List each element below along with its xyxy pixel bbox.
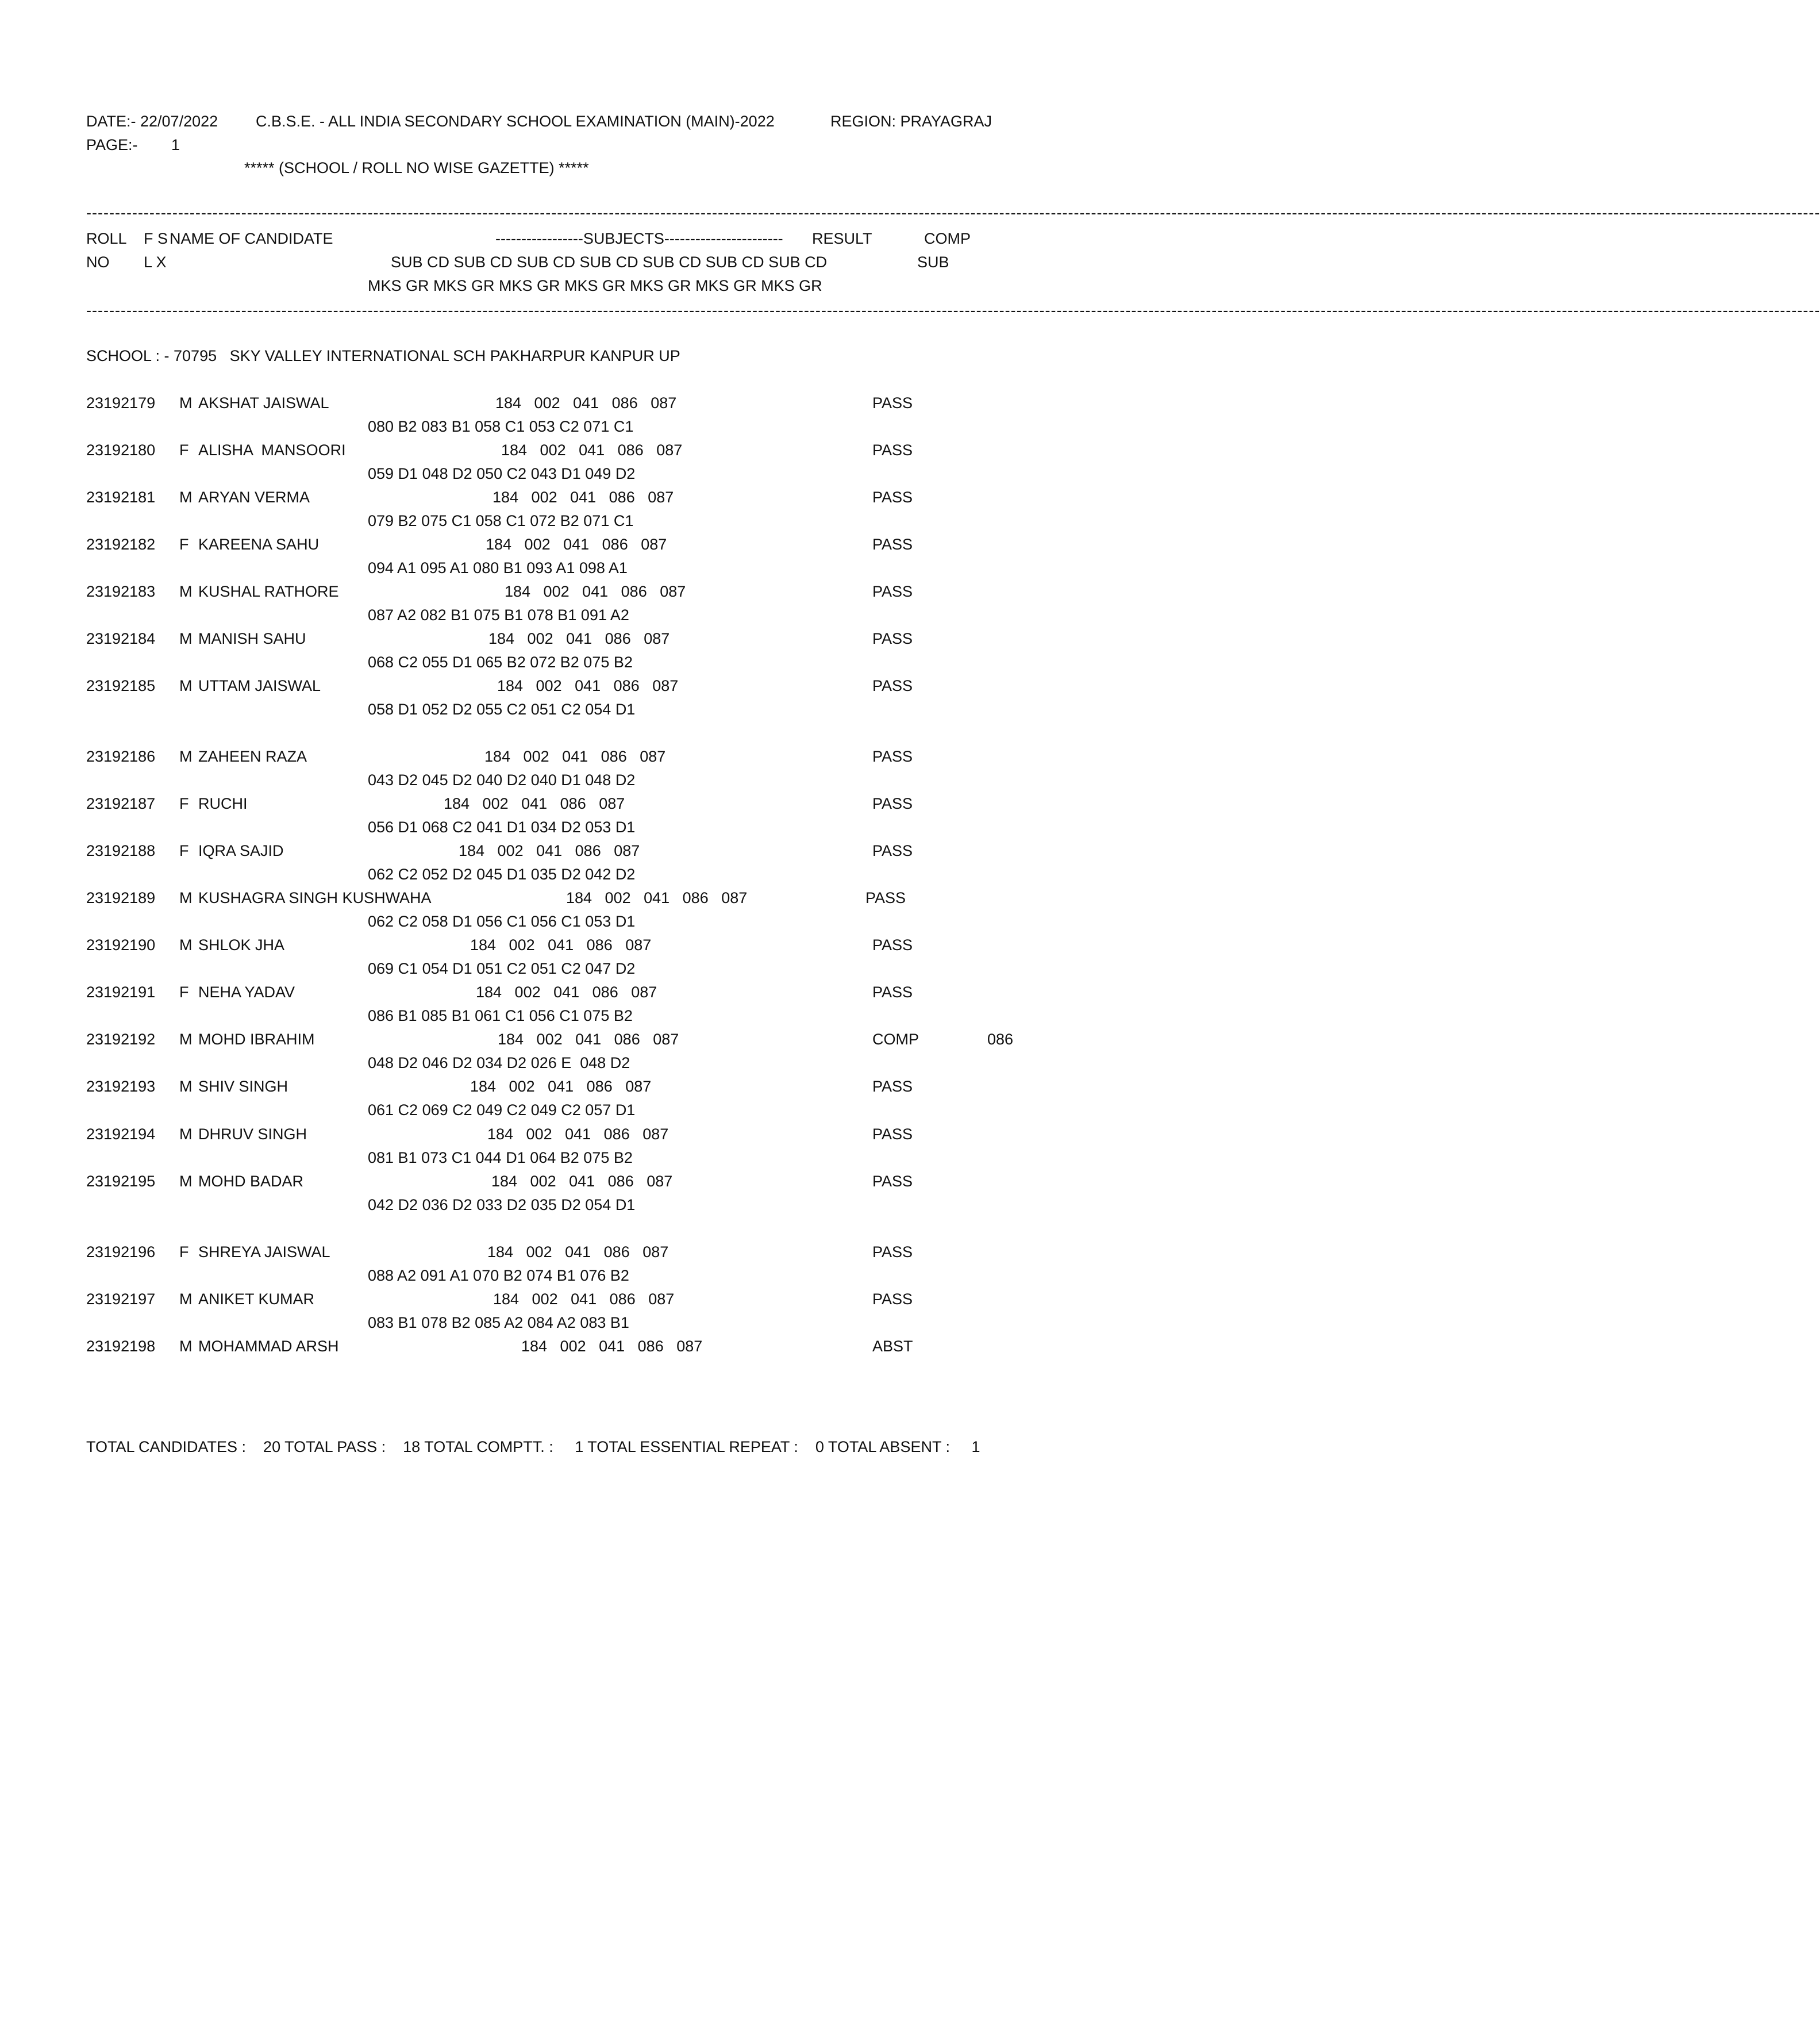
totals-summary: TOTAL CANDIDATES : 20 TOTAL PASS : 18 TOTAL COMPTT. : 1 TOTAL ESSENTIAL REPEAT : 0 TOTAL ABSENT : 1 <box>86 1438 980 1455</box>
candidate-name: ZAHEEN RAZA <box>198 748 307 765</box>
marks-grades: 062 C2 058 D1 056 C1 056 C1 053 D1 <box>368 913 636 930</box>
candidate-name: RUCHI <box>198 795 248 812</box>
roll-number: 23192192 <box>86 1031 156 1048</box>
result: ABST <box>872 1338 913 1355</box>
rule-top: -------------------------------------------------------------------------------------------------------------------------------------------------------------------------------------------------------------------------------------------------------------------------------------------------------------- <box>86 204 1820 221</box>
subject-codes: 184 002 041 086 087 <box>470 1078 652 1095</box>
candidate-name: MANISH SAHU <box>198 630 306 647</box>
roll-number: 23192198 <box>86 1338 156 1355</box>
marks-grades: 062 C2 052 D2 045 D1 035 D2 042 D2 <box>368 866 636 883</box>
candidate-name: ALISHA MANSOORI <box>198 441 346 459</box>
roll-number: 23192182 <box>86 536 156 553</box>
roll-number: 23192179 <box>86 394 156 412</box>
marks-grades: 058 D1 052 D2 055 C2 051 C2 054 D1 <box>368 701 636 718</box>
subject-codes: 184 002 041 086 087 <box>470 936 652 954</box>
subject-codes: 184 002 041 086 087 <box>484 748 666 765</box>
candidate-name: ANIKET KUMAR <box>198 1290 315 1308</box>
subject-codes: 184 002 041 086 087 <box>505 583 686 600</box>
result: PASS <box>872 489 913 506</box>
result: PASS <box>872 441 913 459</box>
subject-codes: 184 002 041 086 087 <box>491 1173 673 1190</box>
candidate-name: SHIV SINGH <box>198 1078 288 1095</box>
gender: M <box>179 1290 193 1308</box>
marks-grades: 069 C1 054 D1 051 C2 051 C2 047 D2 <box>368 960 636 977</box>
gender: F <box>179 1243 189 1261</box>
result: PASS <box>872 842 913 859</box>
gender: M <box>179 677 193 694</box>
gender: M <box>179 748 193 765</box>
gender: M <box>179 889 193 906</box>
col-sub: SUB <box>917 253 949 271</box>
roll-number: 23192196 <box>86 1243 156 1261</box>
roll-number: 23192193 <box>86 1078 156 1095</box>
gender: M <box>179 489 193 506</box>
roll-number: 23192185 <box>86 677 156 694</box>
candidate-name: KUSHAGRA SINGH KUSHWAHA <box>198 889 432 906</box>
result: PASS <box>872 583 913 600</box>
subject-codes: 184 002 041 086 087 <box>498 1031 679 1048</box>
page-number: 1 <box>171 136 180 153</box>
marks-grades: 094 A1 095 A1 080 B1 093 A1 098 A1 <box>368 559 628 577</box>
candidate-name: KUSHAL RATHORE <box>198 583 339 600</box>
roll-number: 23192195 <box>86 1173 156 1190</box>
candidate-name: AKSHAT JAISWAL <box>198 394 329 412</box>
col-subjects: -----------------SUBJECTS----------------------- <box>495 230 783 247</box>
result: PASS <box>872 536 913 553</box>
candidate-name: NEHA YADAV <box>198 983 295 1001</box>
gazette-title: ***** (SCHOOL / ROLL NO WISE GAZETTE) ***** <box>244 159 589 176</box>
candidate-name: UTTAM JAISWAL <box>198 677 321 694</box>
roll-number: 23192187 <box>86 795 156 812</box>
roll-number: 23192188 <box>86 842 156 859</box>
subject-codes: 184 002 041 086 087 <box>459 842 640 859</box>
col-sub-cd: SUB CD SUB CD SUB CD SUB CD SUB CD SUB CD SUB CD <box>391 253 828 271</box>
marks-grades: 048 D2 046 D2 034 D2 026 E 048 D2 <box>368 1054 630 1071</box>
marks-grades: 042 D2 036 D2 033 D2 035 D2 054 D1 <box>368 1196 636 1213</box>
gender: M <box>179 1338 193 1355</box>
result: PASS <box>872 795 913 812</box>
result: PASS <box>872 936 913 954</box>
roll-number: 23192190 <box>86 936 156 954</box>
roll-number: 23192189 <box>86 889 156 906</box>
exam-title: C.B.S.E. - ALL INDIA SECONDARY SCHOOL EXAMINATION (MAIN)-2022 <box>256 113 775 130</box>
col-comp: COMP <box>924 230 971 247</box>
col-mks-gr: MKS GR MKS GR MKS GR MKS GR MKS GR MKS GR MKS GR <box>368 277 822 294</box>
marks-grades: 056 D1 068 C2 041 D1 034 D2 053 D1 <box>368 819 636 836</box>
subject-codes: 184 002 041 086 087 <box>488 630 670 647</box>
subject-codes: 184 002 041 086 087 <box>487 1243 669 1261</box>
comp-subject: 086 <box>987 1031 1014 1048</box>
subject-codes: 184 002 041 086 087 <box>521 1338 703 1355</box>
result: PASS <box>872 1125 913 1143</box>
roll-number: 23192197 <box>86 1290 156 1308</box>
subject-codes: 184 002 041 086 087 <box>501 441 683 459</box>
marks-grades: 080 B2 083 B1 058 C1 053 C2 071 C1 <box>368 418 634 435</box>
gender: M <box>179 630 193 647</box>
result: PASS <box>865 889 906 906</box>
result: COMP <box>872 1031 919 1048</box>
subject-codes: 184 002 041 086 087 <box>444 795 625 812</box>
roll-number: 23192191 <box>86 983 156 1001</box>
roll-number: 23192184 <box>86 630 156 647</box>
marks-grades: 083 B1 078 B2 085 A2 084 A2 083 B1 <box>368 1314 629 1331</box>
candidate-name: ARYAN VERMA <box>198 489 310 506</box>
result: PASS <box>872 1078 913 1095</box>
candidate-name: SHREYA JAISWAL <box>198 1243 330 1261</box>
result: PASS <box>872 630 913 647</box>
roll-number: 23192180 <box>86 441 156 459</box>
col-no: NO <box>86 253 110 271</box>
gender: F <box>179 441 189 459</box>
marks-grades: 087 A2 082 B1 075 B1 078 B1 091 A2 <box>368 606 629 624</box>
gender: F <box>179 842 189 859</box>
col-fs: F S <box>144 230 168 247</box>
result: PASS <box>872 394 913 412</box>
result: PASS <box>872 1243 913 1261</box>
candidate-name: MOHAMMAD ARSH <box>198 1338 339 1355</box>
gender: M <box>179 394 193 412</box>
roll-number: 23192186 <box>86 748 156 765</box>
subject-codes: 184 002 041 086 087 <box>486 536 667 553</box>
candidate-name: MOHD BADAR <box>198 1173 304 1190</box>
marks-grades: 061 C2 069 C2 049 C2 049 C2 057 D1 <box>368 1101 636 1119</box>
roll-number: 23192194 <box>86 1125 156 1143</box>
marks-grades: 086 B1 085 B1 061 C1 056 C1 075 B2 <box>368 1007 633 1024</box>
marks-grades: 079 B2 075 C1 058 C1 072 B2 071 C1 <box>368 512 634 529</box>
gender: F <box>179 983 189 1001</box>
result: PASS <box>872 983 913 1001</box>
gender: M <box>179 1031 193 1048</box>
region: REGION: PRAYAGRAJ <box>830 113 992 130</box>
col-result: RESULT <box>812 230 872 247</box>
subject-codes: 184 002 041 086 087 <box>566 889 748 906</box>
roll-number: 23192183 <box>86 583 156 600</box>
report-date: DATE:- 22/07/2022 <box>86 113 218 130</box>
gender: M <box>179 1173 193 1190</box>
candidate-name: MOHD IBRAHIM <box>198 1031 315 1048</box>
gender: F <box>179 795 189 812</box>
candidate-name: KAREENA SAHU <box>198 536 320 553</box>
marks-grades: 059 D1 048 D2 050 C2 043 D1 049 D2 <box>368 465 636 482</box>
subject-codes: 184 002 041 086 087 <box>497 677 679 694</box>
result: PASS <box>872 1173 913 1190</box>
gender: M <box>179 1078 193 1095</box>
rule-bottom: -------------------------------------------------------------------------------------------------------------------------------------------------------------------------------------------------------------------------------------------------------------------------------------------------------------- <box>86 302 1820 319</box>
marks-grades: 088 A2 091 A1 070 B2 074 B1 076 B2 <box>368 1267 629 1284</box>
col-roll: ROLL <box>86 230 127 247</box>
page-label: PAGE:- <box>86 136 138 153</box>
gender: M <box>179 583 193 600</box>
subject-codes: 184 002 041 086 087 <box>495 394 677 412</box>
subject-codes: 184 002 041 086 087 <box>493 1290 675 1308</box>
col-name: NAME OF CANDIDATE <box>170 230 333 247</box>
gender: M <box>179 1125 193 1143</box>
gender: F <box>179 536 189 553</box>
gender: M <box>179 936 193 954</box>
subject-codes: 184 002 041 086 087 <box>487 1125 669 1143</box>
marks-grades: 081 B1 073 C1 044 D1 064 B2 075 B2 <box>368 1149 633 1166</box>
result: PASS <box>872 748 913 765</box>
candidate-name: SHLOK JHA <box>198 936 285 954</box>
col-lx: L X <box>144 253 167 271</box>
school-name: SCHOOL : - 70795 SKY VALLEY INTERNATIONAL SCH PAKHARPUR KANPUR UP <box>86 347 680 364</box>
result: PASS <box>872 1290 913 1308</box>
marks-grades: 068 C2 055 D1 065 B2 072 B2 075 B2 <box>368 654 633 671</box>
marks-grades: 043 D2 045 D2 040 D2 040 D1 048 D2 <box>368 771 636 789</box>
candidate-name: IQRA SAJID <box>198 842 284 859</box>
subject-codes: 184 002 041 086 087 <box>492 489 674 506</box>
candidate-name: DHRUV SINGH <box>198 1125 307 1143</box>
result: PASS <box>872 677 913 694</box>
subject-codes: 184 002 041 086 087 <box>476 983 657 1001</box>
roll-number: 23192181 <box>86 489 156 506</box>
